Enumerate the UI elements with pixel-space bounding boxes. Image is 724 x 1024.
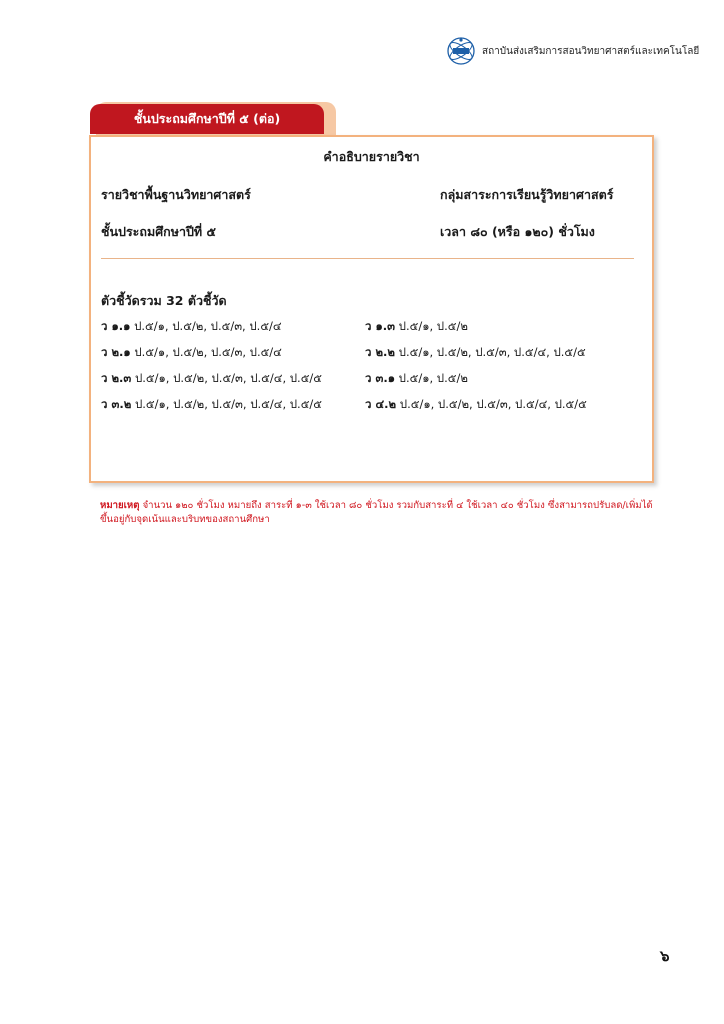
indicator-code: ว ๒.๑ bbox=[101, 345, 131, 359]
footnote-label: หมายเหตุ bbox=[100, 500, 140, 511]
grade-row bbox=[101, 222, 622, 242]
learning-area: กลุ่มสาระการเรียนรู้วิทยาศาสตร์ bbox=[440, 187, 614, 202]
indicators-title: ตัวชี้วัดรวม 32 ตัวชี้วัด bbox=[101, 293, 227, 308]
subject-row bbox=[101, 185, 622, 205]
indicator-code: ว ๑.๓ bbox=[365, 319, 395, 333]
section-divider bbox=[101, 258, 634, 259]
indicator-code: ว ๓.๑ bbox=[365, 371, 395, 385]
indicator-values: ป.๕/๑, ป.๕/๒ bbox=[398, 319, 468, 333]
ipst-logo-icon bbox=[446, 36, 476, 66]
footnote-text: จำนวน ๑๒๐ ชั่วโมง หมายถึง สาระที่ ๑-๓ ใช้เวลา ๘๐ ชั่วโมง รวมกับสาระที่ ๔ ใช้เวลา ๔๐ ชั่วโมง ซึ่งสามารถปรับลด/เพิ่มได้ขึ้นอยู่กับจุดเน้นและบริบทของสถานศึกษา bbox=[100, 500, 653, 525]
indicator-code: ว ๔.๒ bbox=[365, 397, 397, 411]
indicator-code: ว ๑.๑ bbox=[101, 319, 131, 333]
indicator-item bbox=[101, 396, 365, 412]
indicator-values: ป.๕/๑, ป.๕/๒, ป.๕/๓, ป.๕/๔, ป.๕/๕ bbox=[134, 397, 322, 411]
indicator-item bbox=[101, 318, 365, 334]
indicator-values: ป.๕/๑, ป.๕/๒, ป.๕/๓, ป.๕/๔ bbox=[134, 319, 282, 333]
indicator-values: ป.๕/๑, ป.๕/๒, ป.๕/๓, ป.๕/๔, ป.๕/๕ bbox=[398, 345, 586, 359]
indicator-code: ว ๒.๒ bbox=[365, 345, 395, 359]
page-number: ๖ bbox=[660, 947, 670, 965]
footnote bbox=[100, 499, 660, 527]
section-tab bbox=[90, 104, 324, 134]
course-description-box bbox=[89, 135, 654, 483]
indicator-item bbox=[365, 344, 631, 360]
indicator-values: ป.๕/๑, ป.๕/๒, ป.๕/๓, ป.๕/๔ bbox=[134, 345, 282, 359]
indicator-item bbox=[101, 370, 365, 386]
section-tab-label: ชั้นประถมศึกษาปีที่ ๕ (ต่อ) bbox=[133, 111, 281, 126]
course-title: คำอธิบายรายวิชา bbox=[323, 149, 420, 164]
indicator-code: ว ๓.๒ bbox=[101, 397, 132, 411]
course-hours: เวลา ๘๐ (หรือ ๑๒๐) ชั่วโมง bbox=[440, 224, 595, 239]
indicator-item bbox=[365, 370, 631, 386]
grade-level: ชั้นประถมศึกษาปีที่ ๕ bbox=[101, 224, 216, 239]
indicator-item bbox=[365, 318, 631, 334]
indicator-values: ป.๕/๑, ป.๕/๒ bbox=[398, 371, 468, 385]
institution-name: สถาบันส่งเสริมการสอนวิทยาศาสตร์และเทคโนโลยี bbox=[482, 45, 700, 57]
indicators-grid bbox=[101, 318, 631, 412]
indicator-item bbox=[365, 396, 631, 412]
indicator-values: ป.๕/๑, ป.๕/๒, ป.๕/๓, ป.๕/๔, ป.๕/๕ bbox=[134, 371, 322, 385]
indicator-values: ป.๕/๑, ป.๕/๒, ป.๕/๓, ป.๕/๔, ป.๕/๕ bbox=[399, 397, 587, 411]
indicator-code: ว ๒.๓ bbox=[101, 371, 132, 385]
subject-name: รายวิชาพื้นฐานวิทยาศาสตร์ bbox=[101, 187, 251, 202]
indicator-item bbox=[101, 344, 365, 360]
page-header bbox=[446, 34, 706, 68]
